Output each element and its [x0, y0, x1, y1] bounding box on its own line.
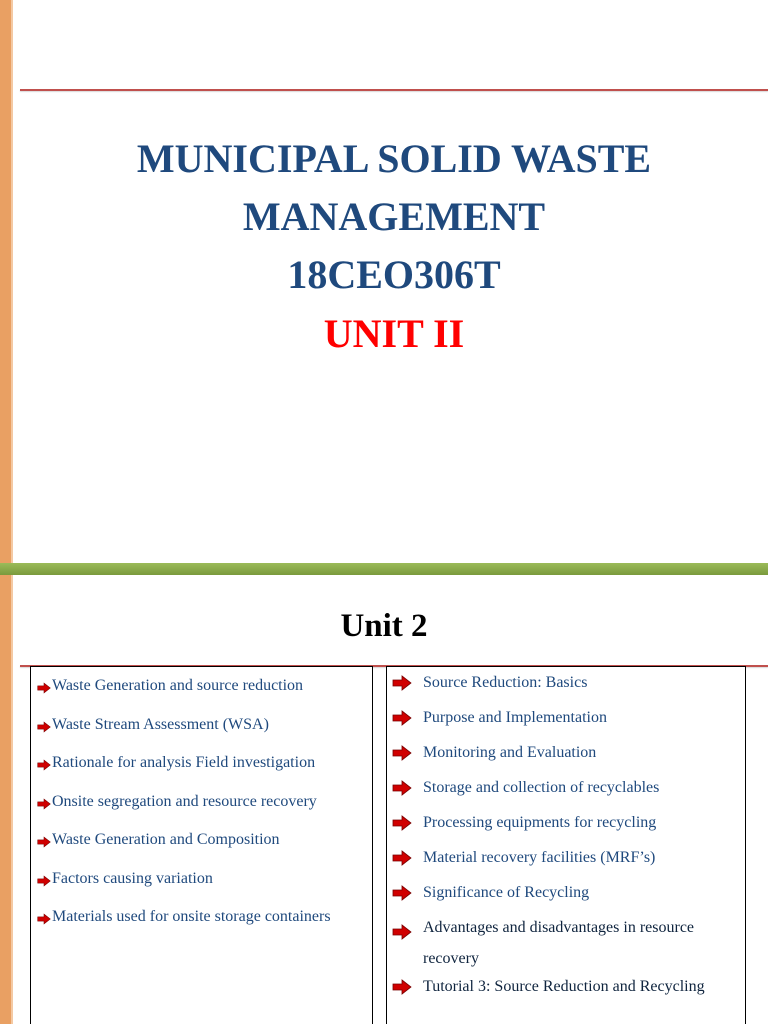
red-arrow-icon	[37, 834, 51, 846]
list-item	[392, 912, 745, 974]
list-item-label: Waste Stream Assessment (WSA)	[52, 715, 269, 733]
red-arrow-icon	[392, 979, 412, 995]
red-arrow-icon	[392, 710, 412, 726]
list-item	[392, 673, 745, 693]
red-arrow-icon	[392, 675, 412, 691]
course-title-line-2: MANAGEMENT	[242, 194, 546, 239]
list-item	[392, 708, 745, 728]
list-item	[37, 676, 372, 715]
list-item	[37, 830, 372, 869]
list-item	[37, 869, 372, 908]
title-block	[20, 130, 768, 364]
list-item	[37, 792, 372, 831]
list-item-label: Factors causing variation	[52, 869, 213, 887]
course-code: 18CEO306T	[287, 252, 501, 297]
red-arrow-icon	[37, 911, 51, 923]
list-item-label: Material recovery facilities (MRF’s)	[423, 849, 656, 866]
red-arrow-icon	[392, 780, 412, 796]
red-arrow-icon	[392, 885, 412, 901]
list-item	[392, 848, 745, 868]
red-arrow-icon	[392, 850, 412, 866]
list-item	[392, 813, 745, 833]
red-arrow-icon	[392, 815, 412, 831]
list-item	[37, 715, 372, 754]
right-topic-box	[386, 666, 746, 1024]
list-item-label: Significance of Recycling	[423, 884, 590, 901]
list-item	[392, 883, 745, 903]
right-topic-list	[387, 667, 745, 997]
red-arrow-icon	[37, 719, 51, 731]
list-item-label: Processing equipments for recycling	[423, 814, 657, 831]
red-arrow-icon	[37, 873, 51, 885]
list-item-label: Onsite segregation and resource recovery	[52, 792, 317, 810]
list-item-label: Waste Generation and Composition	[52, 831, 280, 848]
list-item	[37, 753, 372, 792]
red-arrow-icon	[392, 920, 412, 936]
list-item-label: Storage and collection of recyclables	[423, 779, 660, 796]
red-arrow-icon	[37, 796, 51, 808]
list-item-label: Materials used for onsite storage containers	[52, 908, 331, 925]
contents-slide	[0, 575, 768, 1024]
list-item	[392, 778, 745, 798]
list-item	[392, 977, 745, 997]
list-item-label: Advantages and disadvantages in resource recovery	[423, 919, 695, 967]
header-rule	[20, 89, 768, 91]
red-arrow-icon	[37, 757, 51, 769]
list-item-label: Purpose and Implementation	[423, 709, 607, 726]
list-item-label: Waste Generation and source reduction	[52, 677, 304, 694]
list-item-label: Monitoring and Evaluation	[423, 744, 597, 761]
unit-heading: Unit 2	[340, 608, 428, 644]
left-accent-bar	[0, 0, 13, 563]
unit-label: UNIT II	[323, 311, 465, 356]
red-arrow-icon	[37, 680, 51, 692]
red-arrow-icon	[392, 745, 412, 761]
list-item	[37, 907, 372, 946]
slide-divider	[0, 563, 768, 575]
left-topic-list	[31, 667, 372, 946]
list-item	[392, 743, 745, 763]
course-title-line-1: MUNICIPAL SOLID WASTE	[136, 136, 652, 181]
list-item-label: Source Reduction: Basics	[423, 674, 588, 691]
left-topic-box	[30, 666, 373, 1024]
list-item-label: Rationale for analysis Field investigation	[52, 754, 316, 771]
list-item-label: Tutorial 3: Source Reduction and Recycling	[423, 978, 705, 995]
